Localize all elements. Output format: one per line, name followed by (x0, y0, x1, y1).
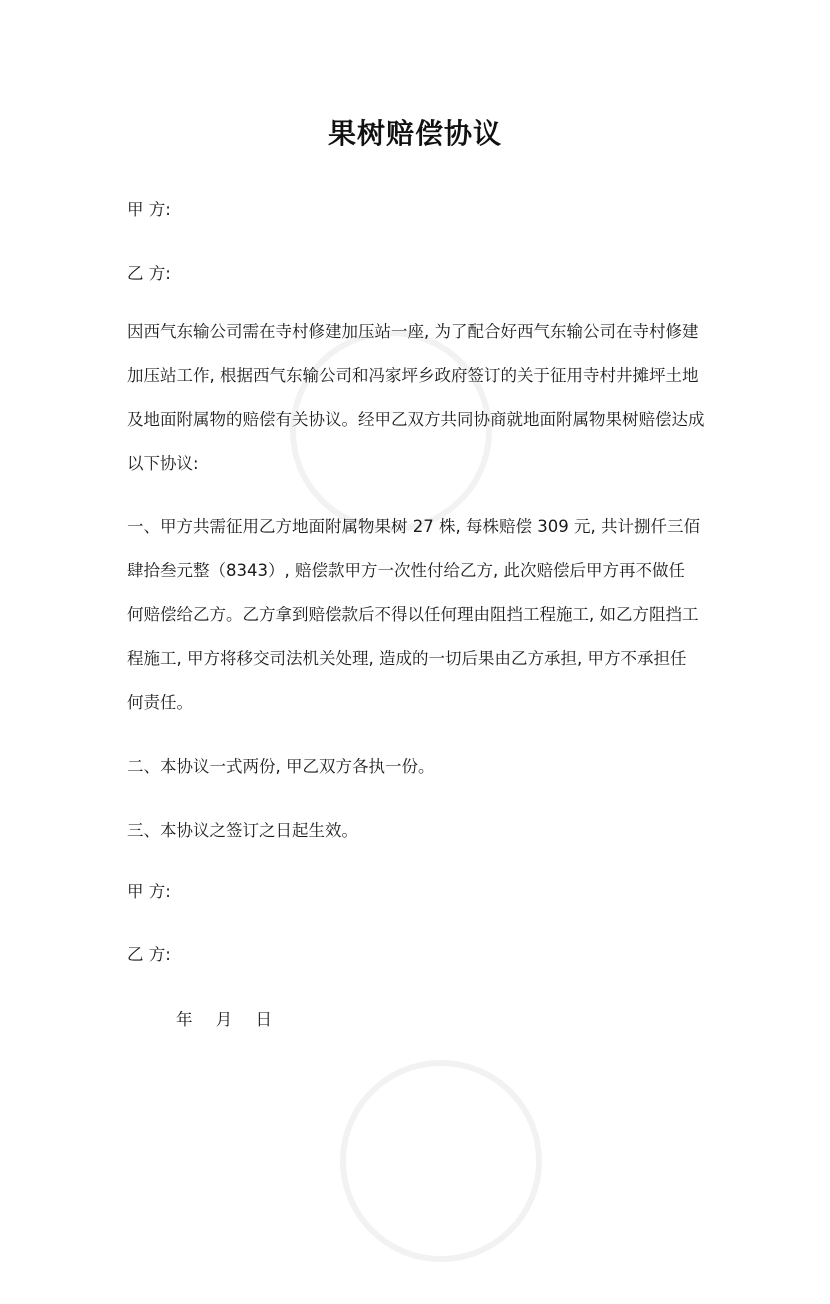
clause-1-line: 一、甲方共需征用乙方地面附属物果树 27 株, 每株赔偿 309 元, 共计捌仟三佰 (127, 517, 700, 536)
clause-1-line: 程施工, 甲方将移交司法机关处理, 造成的一切后果由乙方承担, 甲方不承担任 (127, 649, 687, 668)
document-title: 果树赔偿协议 (327, 117, 502, 150)
clause-1-paragraph (127, 505, 717, 725)
intro-paragraph (127, 310, 717, 486)
clause-2: 二、本协议一式两份, 甲乙双方各执一份。 (127, 757, 435, 776)
intro-line: 及地面附属物的赔偿有关协议。经甲乙双方共同协商就地面附属物果树赔偿达成 (127, 410, 705, 429)
watermark (298, 1018, 584, 1304)
intro-line: 加压站工作, 根据西气东输公司和冯家坪乡政府签订的关于征用寺村井摊坪土地 (127, 366, 699, 385)
clause-1-line: 何责任。 (127, 693, 193, 712)
party-a-label: 甲 方: (127, 200, 171, 219)
intro-line: 因西气东输公司需在寺村修建加压站一座, 为了配合好西气东输公司在寺村修建 (127, 322, 699, 341)
party-b-label: 乙 方: (127, 264, 171, 283)
intro-line: 以下协议: (127, 454, 199, 473)
clause-3: 三、本协议之签订之日起生效。 (127, 821, 358, 840)
clause-1-line: 肆拾叁元整（8343）, 赔偿款甲方一次性付给乙方, 此次赔偿后甲方再不做任 (127, 561, 685, 580)
clause-1-line: 何赔偿给乙方。乙方拿到赔偿款后不得以任何理由阻挡工程施工, 如乙方阻挡工 (127, 605, 699, 624)
party-b-signature-label: 乙 方: (127, 945, 171, 964)
date-line: 年 月 日 (176, 1010, 272, 1029)
party-a-signature-label: 甲 方: (127, 882, 171, 901)
